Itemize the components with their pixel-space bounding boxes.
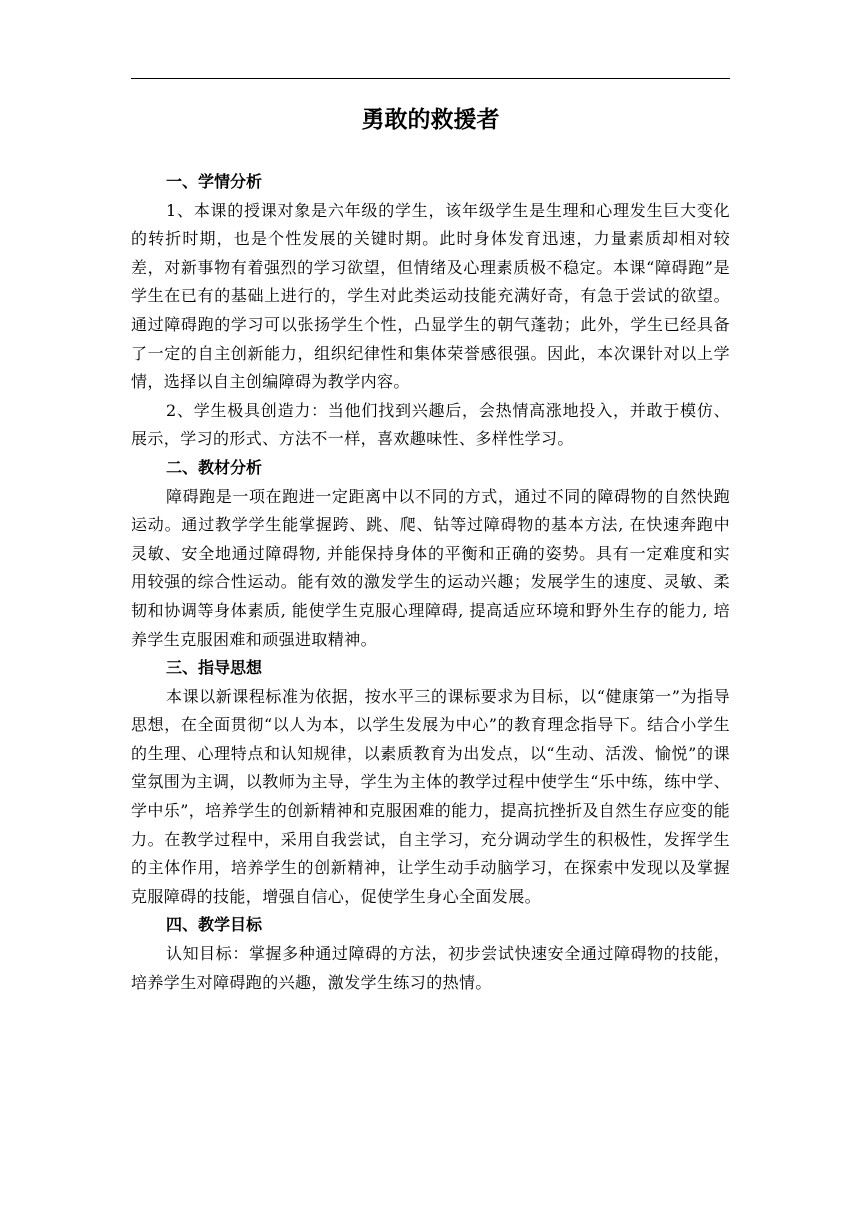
paragraph: 认知目标：掌握多种通过障碍的方法，初步尝试快速安全通过障碍物的技能，培养学生对障碍跑的兴趣，激发学生练习的热情。 xyxy=(131,944,730,992)
paragraph: 障碍跑是一项在跑进一定距离中以不同的方式，通过不同的障碍物的自然快跑运动。通过教学学生能掌握跨、跳、爬、钻等过障碍物的基本方法, 在快速奔跑中灵敏、安全地通过障碍物, 并能保持身体的平衡和正确的姿势。具有一定难度和实用较强的综合性运动。能有效的激发学生的运动兴趣；发展学生的速度、灵敏、柔韧和协调等身体素质, 能使学生克服心理障碍, 提高适应环境和野外生存的能力, 培养学生克服困难和顽强进取精神。 xyxy=(131,486,730,649)
paragraph: 本课以新课程标准为依据，按水平三的课标要求为目标，以“健康第一”为指导思想，在全面贯彻“以人为本，以学生发展为中心”的教育理念指导下。结合小学生的生理、心理特点和认知规律，以素质教育为出发点，以“生动、活泼、愉悦”的课堂氛围为主调，以教师为主导，学生为主体的教学过程中使学生“乐中练，练中学、学中乐”，培养学生的创新精神和克服困难的能力，提高抗挫折及自然生存应变的能力。在教学过程中，采用自我尝试，自主学习，充分调动学生的积极性，发挥学生的主体作用，培养学生的创新精神，让学生动手动脑学习，在探索中发现以及掌握克服障碍的技能，增强自信心，促使学生身心全面发展。 xyxy=(131,686,730,906)
paragraph: 1、本课的授课对象是六年级的学生，该年级学生是生理和心理发生巨大变化的转折时期，也是个性发展的关键时期。此时身体发育迅速，力量素质却相对较差，对新事物有着强烈的学习欲望，但情绪及心理素质极不稳定。本课“障碍跑”是学生在已有的基础上进行的，学生对此类运动技能充满好奇，有急于尝试的欲望。通过障碍跑的学习可以张扬学生个性，凸显学生的朝气蓬勃；此外，学生已经具备了一定的自主创新能力，组织纪律性和集体荣誉感很强。因此，本次课针对以上学情，选择以自主创编障碍为教学内容。 xyxy=(131,200,730,392)
section-heading: 四、教学目标 xyxy=(166,915,263,935)
paragraph: 2、学生极具创造力：当他们找到兴趣后，会热情高涨地投入，并敢于模仿、展示，学习的形式、方法不一样，喜欢趣味性、多样性学习。 xyxy=(131,400,730,449)
document-title: 勇敢的救援者 xyxy=(361,106,500,133)
section-material-analysis xyxy=(131,454,730,654)
section-heading: 一、学情分析 xyxy=(166,172,263,191)
header-rule xyxy=(131,78,730,79)
section-heading: 二、教材分析 xyxy=(166,457,263,477)
section-guiding-ideology xyxy=(131,654,730,911)
section-learner-analysis xyxy=(131,168,730,454)
section-teaching-objectives xyxy=(131,911,730,997)
document-body xyxy=(131,168,730,997)
section-heading: 三、指导思想 xyxy=(166,658,263,678)
